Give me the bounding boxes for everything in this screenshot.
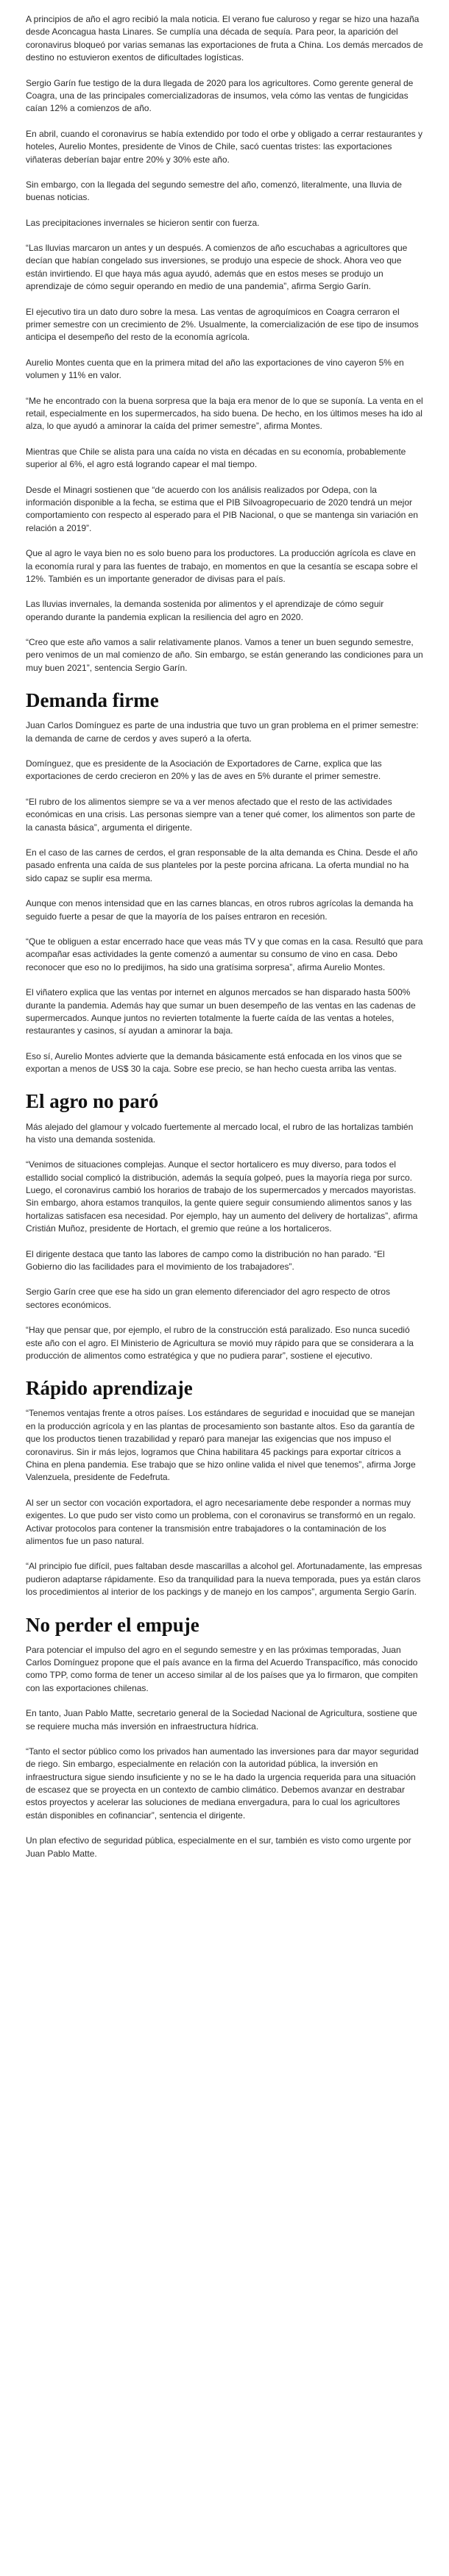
paragraph: Sergio Garín fue testigo de la dura llegada de 2020 para los agricultores. Como gerente general de Coagra, una de las principales comercializadoras de insumos, vela cómo las ventas de fungicidas caían 12% a comienzos de año. (26, 77, 414, 114)
paragraph: Eso sí, Aurelio Montes advierte que la demanda básicamente está enfocada en los vinos que se exportan a menos de US$ 30 la caja. Sobre ese precio, se han hecho cuesta arriba las ventas. (26, 1050, 402, 1075)
paragraph: Sin embargo, con la llegada del segundo semestre del año, comenzó, literalmente, una lluvia de buenas noticias. (26, 179, 402, 203)
paragraph: “Las lluvias marcaron un antes y un después. A comienzos de año escuchabas a agricultores que decían que habían congelado sus inversiones, se produjo una especie de shock. Ahora veo que están invirtiendo. El que haya más agua ayudó, además que en estos meses se produjo un aprendizaje de cómo seguir operando en medio de una pandemia”, afirma Sergio Garín. (26, 243, 408, 292)
paragraph: Aurelio Montes cuenta que en la primera mitad del año las exportaciones de vino cayeron 5% en volumen y 11% en valor. (26, 357, 404, 381)
paragraph: En tanto, Juan Pablo Matte, secretario general de la Sociedad Nacional de Agricultura, sostiene que se requiere mucha más inversión en infraestructura hídrica. (26, 1708, 417, 1732)
section-heading: El agro no paró (26, 1090, 159, 1113)
paragraph: “Hay que pensar que, por ejemplo, el rubro de la construcción está paralizado. Eso nunca sucedió este año con el agro. El Ministerio de Agricultura se movió muy rápido para que se considerara a la producción de alimentos como estratégica y que no pudiera parar”, sostiene el ejecutivo. (26, 1325, 414, 1361)
paragraph: En abril, cuando el coronavirus se había extendido por todo el orbe y obligado a cerrar restaurantes y hoteles, Aurelio Montes, presidente de Vinos de Chile, sacó cuentas tristes: las exportaciones viñateras deberían bajar entre 20% y 30% este año. (26, 128, 423, 165)
section-heading: No perder el empuje (26, 1613, 199, 1636)
article (26, 0, 423, 1890)
paragraph: “Venimos de situaciones complejas. Aunque el sector hortalicero es muy diverso, para todos el estallido social complicó la distribución, además la sequía golpeó, pues la mayoría riega por surco. Luego, el coronavirus cambió los horarios de trabajo de los supermercados y mercados mayoristas. Sin embargo, ahora estamos tranquilos, la gente quiere seguir consumiendo alimentos sanos y las hortalizas satisfacen esa necesidad. Por ejemplo, hay un aumento del delivery de hortalizas”, afirma Cristián Muñoz, presidente de Hortach, el gremio que reúne a los hortaliceros. (26, 1159, 418, 1234)
section-heading: Demanda firme (26, 689, 159, 712)
paragraph: Desde el Minagri sostienen que “de acuerdo con los análisis realizados por Odepa, con la información disponible a la fecha, se estima que el PIB Silvoagropecuario de 2020 tendrá un mejor comportamiento con respecto al esperado para el PIB Nacional, o que se mantenga sin variación en relación a 2019”. (26, 484, 418, 533)
paragraph: Aunque con menos intensidad que en las carnes blancas, en otros rubros agrícolas la demanda ha seguido fuerte a pesar de que la mayoría de los países entraron en recesión. (26, 898, 414, 922)
section-el-agro-no-paro (26, 1090, 423, 1362)
intro-section (26, 13, 423, 675)
paragraph: “Tanto el sector público como los privados han aumentado las inversiones para dar mayor seguridad de riego. Sin embargo, especialmente en relación con la autoridad pública, la inversión en infraestructura sigue siendo insuficiente y no se le ha dado la urgencia requerida para una situación de escasez que se proyecta en un contexto de cambio climático. Debemos avanzar en destrabar estos proyectos y acelerar las soluciones de mediana envergadura, para lo cual los agricultores están disponibles en cofinanciar”, sentencia el dirigente. (26, 1746, 419, 1821)
paragraph: “Me he encontrado con la buena sorpresa que la baja era menor de lo que se suponía. La venta en el retail, especialmente en los supermercados, ha sido buena. De hecho, en los últimos meses ha ido al alza, lo que ayudó a aminorar la caída del primer semestre”, afirma Montes. (26, 395, 423, 432)
paragraph: El ejecutivo tira un dato duro sobre la mesa. Las ventas de agroquímicos en Coagra cerraron el primer semestre con un crecimiento de 2%. Usualmente, la comercialización de ese tipo de insumos anticipa el desempeño del resto de la economía agrícola. (26, 306, 419, 343)
paragraph: El viñatero explica que las ventas por internet en algunos mercados se han disparado hasta 500% durante la pandemia. Además hay que sumar un buen desempeño de las ventas en las cadenas de supermercados. Aunque juntos no revierten totalmente la fuerte caída de las ventas a hoteles, restaurantes y casinos, sí ayudan a aminorar la baja. (26, 987, 416, 1036)
paragraph: A principios de año el agro recibió la mala noticia. El verano fue caluroso y regar se hizo una hazaña desde Aconcagua hasta Linares. Se cumplía una década de sequía. Para peor, la aparición del coronavirus bloqueó por varias semanas las exportaciones de fruta a China. Los demás mercados de destino no estuvieron exentos de dificultades logísticas. (26, 14, 423, 63)
paragraph: Más alejado del glamour y volcado fuertemente al mercado local, el rubro de las hortalizas también ha visto una demanda sostenida. (26, 1121, 414, 1145)
paragraph: Mientras que Chile se alista para una caída no vista en décadas en su economía, probablemente superior al 6%, el agro está logrando capear el mal tiempo. (26, 446, 406, 470)
section-rapido-aprendizaje (26, 1377, 423, 1598)
paragraph: Domínguez, que es presidente de la Asociación de Exportadores de Carne, explica que las exportaciones de cerdo crecieron en 20% y las de aves en 5% durante el primer semestre. (26, 758, 382, 782)
section-no-perder-el-empuje (26, 1614, 423, 1861)
paragraph: “El rubro de los alimentos siempre se va a ver menos afectado que el resto de las actividades económicas en una crisis. Las personas siempre van a tener qué comer, los alimentos son parte de la canasta básica”, argumenta el dirigente. (26, 796, 415, 833)
paragraph: Un plan efectivo de seguridad pública, especialmente en el sur, también es visto como urgente por Juan Pablo Matte. (26, 1835, 411, 1859)
paragraph: Las lluvias invernales, la demanda sostenida por alimentos y el aprendizaje de cómo seguir operando durante la pandemia explican la resiliencia del agro en 2020. (26, 599, 384, 622)
paragraph: Al ser un sector con vocación exportadora, el agro necesariamente debe responder a normas muy exigentes. Lo que pudo ser visto como un problema, con el coronavirus se transformó en un regalo. Activar protocolos para contener la transmisión entre trabajadores o la contaminación de los alimentos fue un paso natural. (26, 1497, 416, 1546)
paragraph: El dirigente destaca que tanto las labores de campo como la distribución no han parado. “El Gobierno dio las facilidades para el movimiento de los trabajadores”. (26, 1248, 385, 1273)
paragraph: “Al principio fue difícil, pues faltaban desde mascarillas a alcohol gel. Afortunadamente, las empresas pudieron adaptarse rápidamente. Eso da tranquilidad para la nueva temporada, pues ya están claros los procedimientos al interior de los packings y de manejo en los campos”, argumenta Sergio Garín. (26, 1561, 423, 1598)
paragraph: En el caso de las carnes de cerdos, el gran responsable de la alta demanda es China. Desde el año pasado enfrenta una caída de sus planteles por la peste porcina africana. La oferta mundial no ha sido capaz se suplir esa merma. (26, 847, 418, 883)
section-demanda-firme (26, 689, 423, 1075)
paragraph: Sergio Garín cree que ese ha sido un gran elemento diferenciador del agro respecto de otros sectores económicos. (26, 1287, 390, 1310)
paragraph: Las precipitaciones invernales se hicieron sentir con fuerza. (26, 217, 260, 228)
paragraph: “Creo que este año vamos a salir relativamente planos. Vamos a tener un buen segundo semestre, pero venimos de un mal comienzo de año. Sin embargo, se están generando las condiciones para un muy buen 2021”, sentencia Sergio Garín. (26, 637, 423, 673)
paragraph: Que al agro le vaya bien no es solo bueno para los productores. La producción agrícola es clave en la economía rural y para las fuentes de trabajo, en momentos en que la cesantía se escapa sobre el 12%. También es un importante generador de divisas para el país. (26, 548, 418, 584)
paragraph: Juan Carlos Domínguez es parte de una industria que tuvo un gran problema en el primer semestre: la demanda de carne de cerdos y aves superó a la oferta. (26, 720, 419, 744)
section-heading: Rápido aprendizaje (26, 1377, 193, 1400)
paragraph: Para potenciar el impulso del agro en el segundo semestre y en las próximas temporadas, Juan Carlos Domínguez propone que el país avance en la firma del Acuerdo Transpacífico, más conocido como TPP, como forma de tener un acceso similar al de los países que ya lo firmaron, que compiten con las exportaciones chilenas. (26, 1644, 418, 1693)
paragraph: “Que te obliguen a estar encerrado hace que veas más TV y que comas en la casa. Resultó que para acompañar esas actividades la gente comenzó a aumentar su consumo de vino en casa. Debo reconocer que eso no lo predijimos, ha sido una gratísima sorpresa”, afirma Aurelio Montes. (26, 936, 423, 972)
paragraph: “Tenemos ventajas frente a otros países. Los estándares de seguridad e inocuidad que se manejan en la producción agrícola y en las plantas de procesamiento son bastante altos. Eso da garantía de que los productos tienen trazabilidad y reparó para manejar las exigencias que nos impuso el coronavirus. Sin ir más lejos, logramos que China habilitara 45 packings para exportar cítricos a China en plena pandemia. Ese trabajo que se hizo online valida el nivel que tenemos”, afirma Jorge Valenzuela, presidente de Fedefruta. (26, 1408, 416, 1483)
